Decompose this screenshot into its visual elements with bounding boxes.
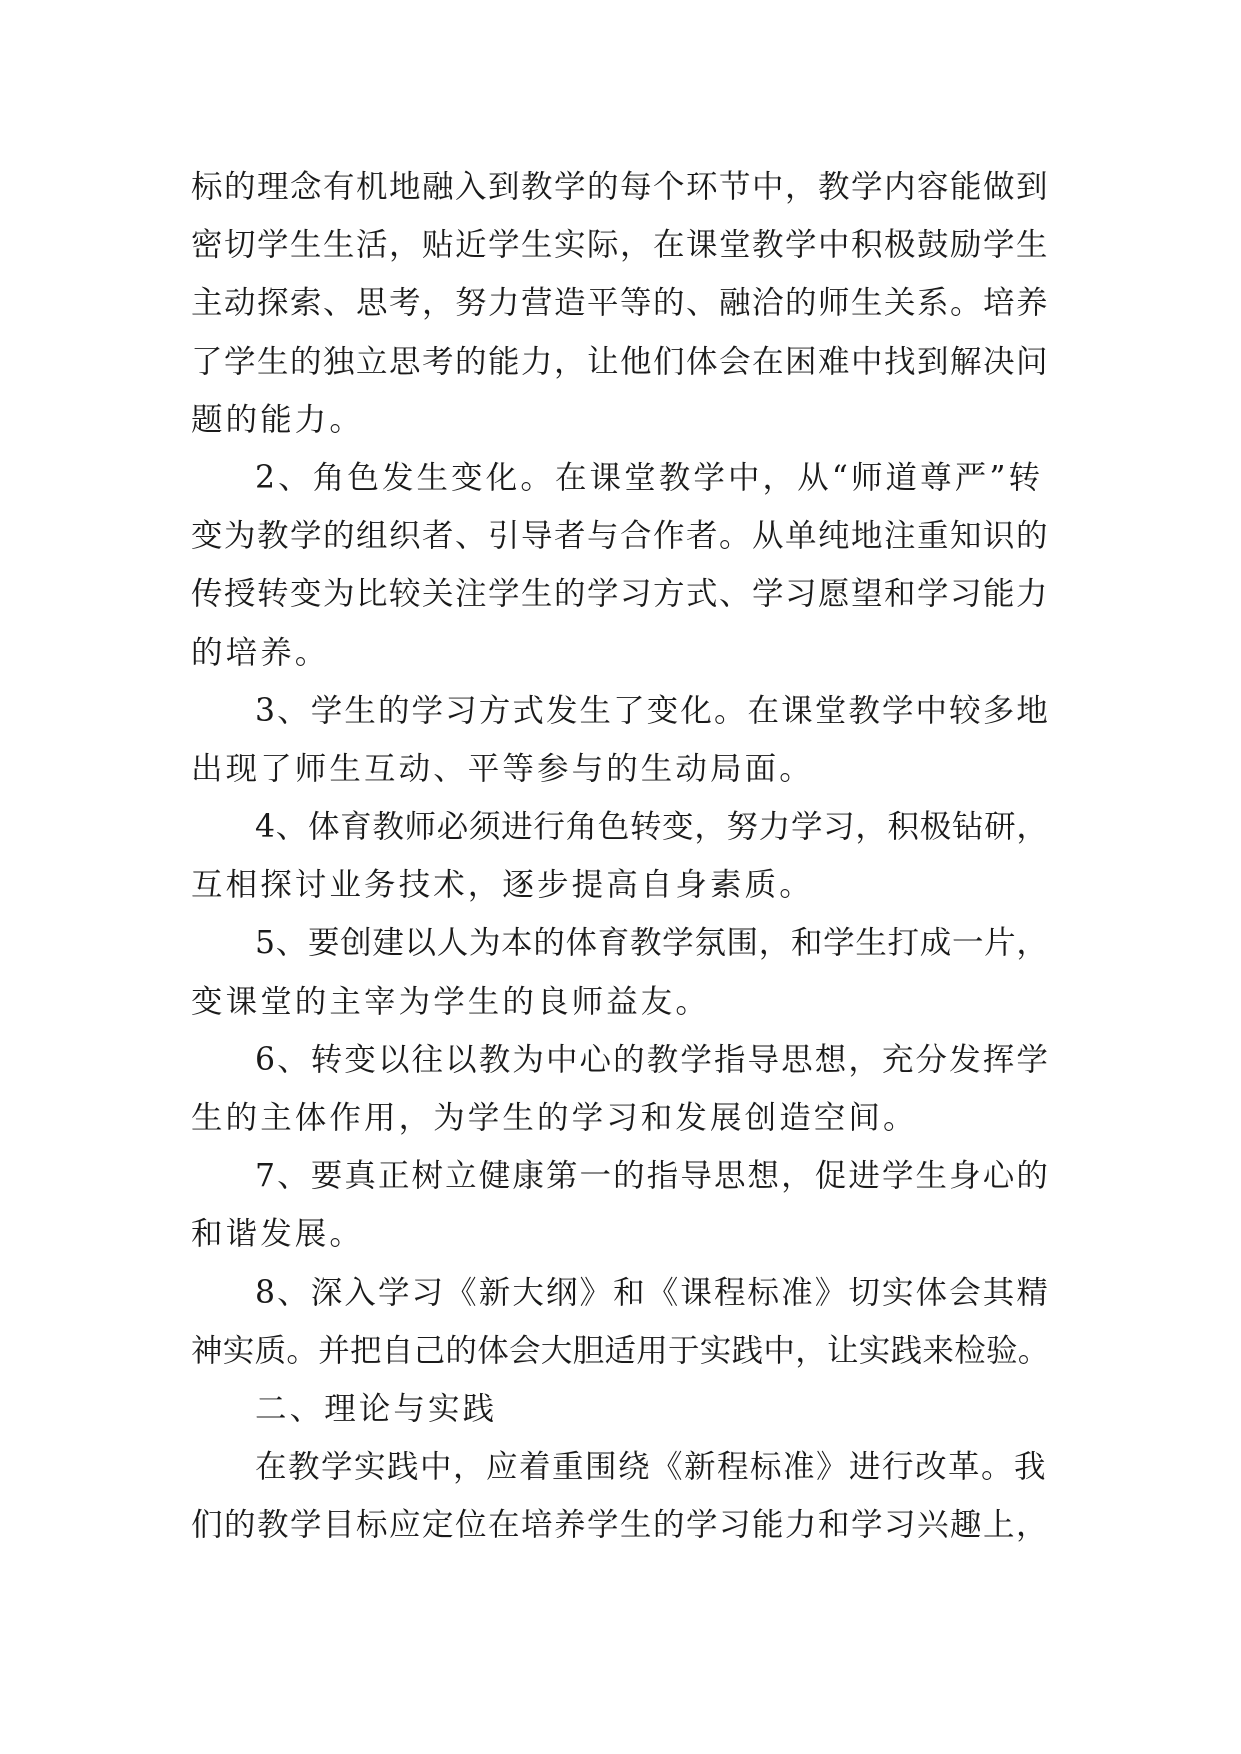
- text-line: 2、角色发生变化。在课堂教学中，从“师道尊严”转: [255, 459, 1044, 496]
- text-line: 8、深入学习《新大纲》和《课程标准》切实体会其精: [255, 1274, 1050, 1311]
- body-text: [191, 158, 1051, 1555]
- text-line: 3、学生的学习方式发生了变化。在课堂教学中较多地: [255, 692, 1050, 729]
- text-line: 密切学生生活，贴近学生实际，在课堂教学中积极鼓励学生: [191, 227, 1050, 264]
- text-line: 了学生的独立思考的能力，让他们体会在困难中找到解决问: [191, 343, 1050, 380]
- text-line: 互相探讨业务技术，逐步提高自身素质。: [191, 867, 814, 904]
- text-line: 传授转变为比较关注学生的学习方式、学习愿望和学习能力: [191, 576, 1050, 613]
- text-line: 7、要真正树立健康第一的指导思想，促进学生身心的: [255, 1158, 1050, 1195]
- text-line: 6、转变以往以教为中心的教学指导思想，充分发挥学: [255, 1041, 1050, 1078]
- text-line: 5、要创建以人为本的体育教学氛围，和学生打成一片，: [255, 925, 1049, 962]
- text-line: 主动探索、思考，努力营造平等的、融洽的师生关系。培养: [191, 285, 1050, 322]
- text-line: 变为教学的组织者、引导者与合作者。从单纯地注重知识的: [191, 518, 1050, 555]
- text-line: 二、理论与实践: [255, 1390, 498, 1427]
- text-line: 生的主体作用，为学生的学习和发展创造空间。: [191, 1100, 918, 1136]
- text-line: 标的理念有机地融入到教学的每个环节中，教学内容能做到: [191, 169, 1050, 205]
- text-line: 和谐发展。: [191, 1216, 365, 1253]
- text-line: 4、体育教师必须进行角色转变，努力学习，积极钻研，: [255, 809, 1049, 846]
- text-line: 题的能力。: [191, 401, 365, 438]
- text-line: 神实质。并把自己的体会大胆适用于实践中，让实践来检验。: [191, 1332, 1050, 1369]
- text-line: 的培养。: [191, 634, 330, 671]
- text-line: 们的教学目标应定位在培养学生的学习能力和学习兴趣上，: [191, 1507, 1050, 1544]
- text-line: 出现了师生互动、平等参与的生动局面。: [191, 750, 814, 787]
- text-line: 变课堂的主宰为学生的良师益友。: [191, 983, 711, 1020]
- text-line: 在教学实践中，应着重围绕《新程标准》进行改革。我: [255, 1449, 1048, 1486]
